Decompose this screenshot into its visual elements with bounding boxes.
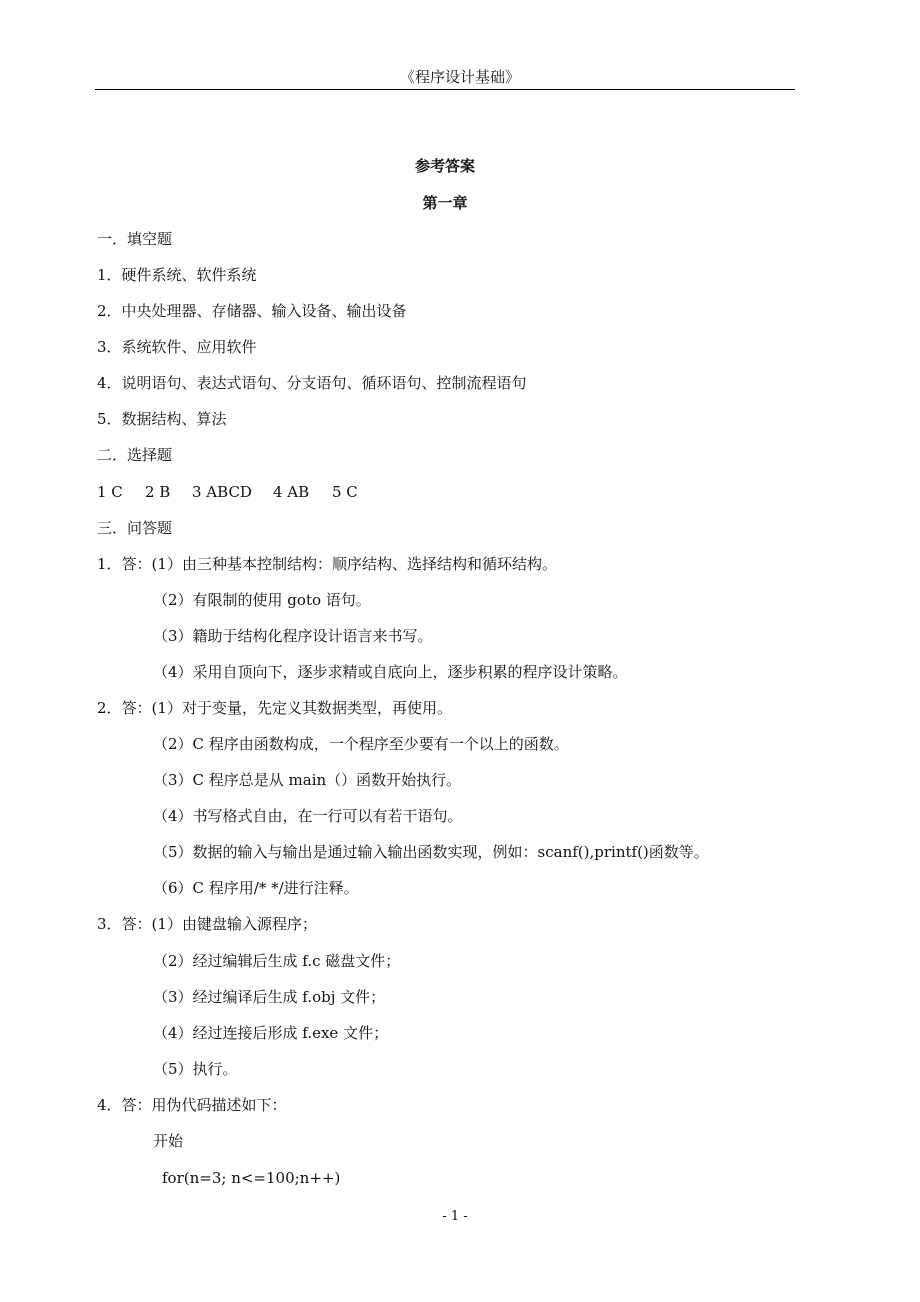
page-number: - 1 - [442, 1209, 468, 1224]
section-qa: 三．问答题 [97, 519, 173, 537]
qa-2-item: （3）C 程序总是从 main（）函数开始执行。 [153, 771, 462, 789]
document-header-title: 《程序设计基础》 [399, 68, 520, 86]
qa-3-item: （4）经过连接后形成 f.exe 文件； [153, 1024, 389, 1042]
choice-answer: 4 AB [273, 483, 310, 501]
header-rule [95, 89, 795, 90]
pseudocode-start: 开始 [153, 1132, 184, 1150]
qa-3-item: （2）经过编辑后生成 f.c 磁盘文件； [153, 952, 401, 970]
qa-3-lead: 3．答：(1）由键盘输入源程序； [97, 915, 317, 933]
fill-item: 4．说明语句、表达式语句、分支语句、循环语句、控制流程语句 [97, 374, 527, 392]
choice-answer: 5 C [332, 483, 358, 501]
chapter-heading: 第一章 [422, 194, 468, 212]
qa-2-item: （4）书写格式自由，在一行可以有若干语句。 [153, 807, 463, 825]
fill-item: 3．系统软件、应用软件 [97, 338, 257, 356]
qa-2-item: （6）C 程序用/* */进行注释。 [153, 879, 359, 897]
fill-item: 1．硬件系统、软件系统 [97, 266, 257, 284]
qa-2-item: （2）C 程序由函数构成，一个程序至少要有一个以上的函数。 [153, 735, 569, 753]
qa-3-item: （5）执行。 [153, 1060, 238, 1078]
qa-1-item: （4）采用自顶向下，逐步求精或自底向上，逐步积累的程序设计策略。 [153, 663, 628, 681]
fill-item: 2．中央处理器、存储器、输入设备、输出设备 [97, 302, 407, 320]
choice-answer: 2 B [145, 483, 171, 501]
qa-3-item: （3）经过编译后生成 f.obj 文件； [153, 988, 386, 1006]
qa-4-lead: 4．答：用伪代码描述如下： [97, 1096, 287, 1114]
choice-answer: 1 C [97, 483, 123, 501]
qa-1-item: （3）籍助于结构化程序设计语言来书写。 [153, 627, 433, 645]
section-fill-in: 一．填空题 [97, 230, 173, 248]
qa-2-lead: 2．答：(1）对于变量，先定义其数据类型，再使用。 [97, 699, 452, 717]
answers-heading: 参考答案 [414, 157, 475, 175]
section-choice: 二．选择题 [97, 446, 173, 464]
pseudocode-line: for(n=3; n<=100;n++) [162, 1169, 341, 1187]
fill-item: 5．数据结构、算法 [97, 410, 227, 428]
qa-1-item: （2）有限制的使用 goto 语句。 [153, 591, 371, 609]
qa-1-lead: 1．答：(1）由三种基本控制结构：顺序结构、选择结构和循环结构。 [97, 555, 557, 573]
qa-2-item: （5）数据的输入与输出是通过输入输出函数实现，例如：scanf(),printf()函数等。 [153, 843, 709, 861]
choice-answer: 3 ABCD [192, 483, 252, 501]
